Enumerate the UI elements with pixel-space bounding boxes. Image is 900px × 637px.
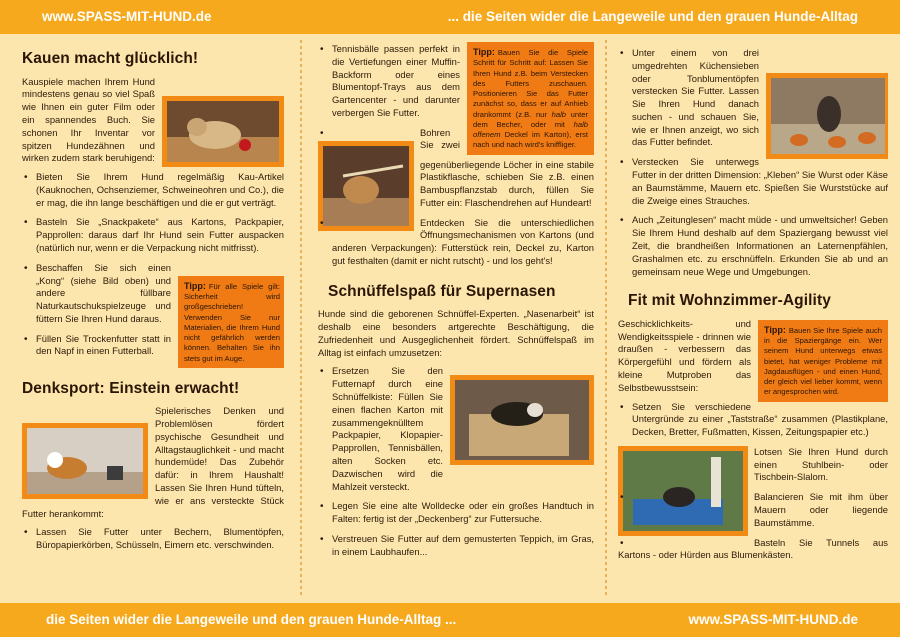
agility-intro: Geschicklichkeits- und Wendigkeitsspiele - drinnen wie draußen - verbessern das Körpergefühl und fördern als kleine Mutproben das Selbstbewusstsein: bbox=[618, 317, 751, 393]
list-item-text: Lotsen Sie Ihren Hund durch einen Stuhlbein- oder Tischbein-Slalom. bbox=[754, 445, 888, 483]
tip-text: Bauen Sie die Spiele Schritt für Schritt auf: Lassen Sie Ihren Hund z.B. beim Verstecken des Futters zuschauen. Positionieren Sie das Futter zunächst so, dass er auf Anhieb drankommt (z.B. nur bbox=[473, 48, 588, 119]
tip-text: Deckel im Karton), erst nach und nach wird's kniffliger. bbox=[473, 130, 588, 150]
header-website[interactable]: www.SPASS-MIT-HUND.de bbox=[42, 8, 212, 24]
column-middle bbox=[318, 38, 594, 600]
list-item: • Basteln Sie „Snackpakete“ aus Kartons, Packpapier, Papprollen: daraus darf Ihr Hund sein Futter auspacken (natürlich nur, wenn er die Verpackung nicht mitfrisst). bbox=[22, 216, 284, 254]
column-left bbox=[22, 38, 284, 600]
list-item: • Entdecken Sie die unterschiedlichen Öffnungsmechanismen von Kartons (und anderen Verpackungen): Futterstück rein, Deckel zu, Karton gut festhalten (damit er nicht rutscht) - und los geht's! bbox=[318, 217, 594, 268]
photo-beagle-cup bbox=[22, 423, 148, 499]
kauen-intro: Kauspiele machen Ihrem Hund mindestens genau so viel Spaß wie Ihnen ein guter Film oder ein spannendes Buch. Sie schonen Ihr Inventar vor spitzen Hundezähnen und wirken zudem stark beruhigend: bbox=[22, 75, 155, 164]
tip-label: Tipp: bbox=[473, 47, 495, 57]
column-divider bbox=[300, 40, 302, 598]
denksport-list-end bbox=[618, 47, 888, 278]
list-item: • Basteln Sie Tunnels aus Kartons - oder Hürden aus Blumenkästen. bbox=[618, 537, 888, 563]
list-item: • Tennisbälle passen perfekt in die Vertiefungen einer Muffin-Backform oder eines Blumentopf-Trays aus dem Gartencenter - und darunter verbergen Sie Futter. bbox=[318, 43, 594, 120]
photo-sniff-box bbox=[450, 375, 594, 465]
denksport-list bbox=[22, 526, 284, 552]
section-title-denksport: Denksport: Einstein erwacht! bbox=[22, 379, 240, 397]
tip-label: Tipp: bbox=[184, 280, 206, 291]
photo-dog-chewing bbox=[162, 96, 284, 167]
tip-emphasis: halb offenem bbox=[473, 119, 588, 139]
list-item bbox=[618, 446, 888, 484]
tip-text: Für alle Spiele gilt: Sicherheit wird großgeschrieben! Verwenden Sie nur Materialien, die Ihrem Hund nicht gefährlich werden können. Behalten Sie ihn stets gut im Auge. bbox=[184, 281, 280, 363]
list-item-text: Beschaffen Sie sich einen „Kong“ (siehe Bild oben) und andere füllbare Naturkautschukspielzeuge und füttern Sie Ihren Hund daraus. bbox=[36, 261, 171, 324]
list-item: • Auch „Zeitunglesen“ macht müde - und umweltsicher! Geben Sie Ihrem Hund deshalb auf dem Spaziergang bewusst viel Zeit, die brandheißen Informationen an Laternenpfählen, Grashalmen etc. zu erschnüffeln. Erkunden Sie ab und an gemeinsam neue Wege und Umgebungen. bbox=[618, 214, 888, 278]
footer-slogan: die Seiten wider die Langeweile und den grauen Hunde-Alltag ... bbox=[46, 611, 457, 627]
section-title-agility: Fit mit Wohnzimmer-Agility bbox=[628, 292, 831, 310]
list-item bbox=[618, 47, 888, 149]
section-title-kauen: Kauen macht glücklich! bbox=[22, 50, 199, 67]
list-item: • Setzen Sie verschiedene Untergründe zu einer „Taststraße“ zusammen (Plastikplane, Decken, Bretter, Fußmatten, Kissen, Zeitungspapier etc.) bbox=[618, 401, 888, 439]
schnueffel-list bbox=[318, 365, 594, 558]
list-item bbox=[318, 365, 594, 493]
list-item: • Bieten Sie Ihrem Hund regelmäßig Kau-Artikel (Kauknochen, Ochsenziemer, Schweineohren und Co.), die er mag, die ihn lange beschäftigen und die er gut verträgt. bbox=[22, 171, 284, 209]
list-item: • Verstreuen Sie Futter auf dem gemusterten Teppich, im Gras, in einem Laubhaufen... bbox=[318, 533, 594, 559]
header-slogan: ... die Seiten wider die Langeweile und den grauen Hunde-Alltag bbox=[447, 8, 858, 24]
list-item: • Verstecken Sie unterwegs Futter in der dritten Dimension: „Kleben“ Sie Wurst oder Käse an Baumstämme, Mauern etc. Spießen Sie Wurststücke auf die Zweige eines Strauches. bbox=[618, 156, 888, 207]
photo-flowerpots bbox=[766, 73, 888, 159]
header-band bbox=[0, 0, 900, 34]
footer-band bbox=[0, 603, 900, 637]
column-divider bbox=[605, 40, 607, 598]
tip-emphasis: halb bbox=[551, 109, 566, 119]
list-item-text: Unter einem von drei umgedrehten Küchensieben oder Tonblumentöpfen verstecken Sie Futter. Lassen Sie Ihren Hund danach suchen - und schauen Sie, wie er Ihnen anzeigt, wo sich das Futter befindet. bbox=[632, 47, 759, 148]
tip-text: Bauen Sie Ihre Spiele auch in die Spaziergänge ein. Wer seinem Hund unterwegs etwas bietet, hat weniger Probleme mit Jagdausflügen - und einen Hund, der gleich viel lieber kommt, wenn er angesprochen wird. bbox=[764, 325, 882, 397]
list-item-text: Ersetzen Sie den Futternapf durch eine Schnüffelkiste: Füllen Sie einen flachen Karton mit zusammengeknülltem Packpapier, Klopapier-Papprollen, Tennisbällen, alten Socken etc. Dazwischen wird die Mahlzeit versteckt. bbox=[332, 365, 443, 492]
list-item: • Balancieren Sie mit ihm über Mauern oder liegende Baumstämme. bbox=[618, 491, 888, 529]
column-right bbox=[618, 38, 888, 600]
agility-list bbox=[618, 401, 888, 563]
list-item: • Legen Sie eine alte Wolldecke oder ein großes Handtuch in Falten: fertig ist der „Deckenberg“ zur Futtersuche. bbox=[318, 500, 594, 526]
list-item: • Lassen Sie Futter unter Bechern, Blumentöpfen, Büropapierkörben, Schüsseln, Eimern etc. verschwinden. bbox=[22, 526, 284, 552]
footer-website[interactable]: www.SPASS-MIT-HUND.de bbox=[688, 611, 858, 627]
list-item-text: Bohren Sie zwei gegenüberliegende Löcher in eine stabile Plastikflasche, schieben Sie z.B. einen Bambuspflanzstab durch, füllen Sie Futter ein: Flaschendrehen auf Hundeart! bbox=[420, 126, 594, 208]
list-item bbox=[318, 127, 594, 210]
schnueffel-intro: Hunde sind die geborenen Schnüffel-Experten. „Nasenarbeit“ ist deshalb eine besonders artgerechte Beschäftigung, die Zufriedenheit und Ausgeglichenheit fördert. Schnüffelspaß im Alltag ist einfach umzusetzen: bbox=[318, 308, 594, 358]
tip-label: Tipp: bbox=[764, 324, 786, 335]
kauen-list bbox=[22, 171, 284, 363]
tip-box-walks bbox=[758, 320, 888, 402]
list-item: • Füllen Sie Trockenfutter statt in den Napf in einen Futterball. bbox=[22, 333, 284, 359]
tip-text: unter dem Becher, oder mit bbox=[473, 109, 588, 129]
denksport-intro: Spielerisches Denken und Problemlösen fördert psychische Gesundheit und Alltagstauglichkeit - und macht hundemüde! Das Zubehör dafür: in Ihrem Haushalt! Lassen Sie Ihren Hund tüfteln, wie er ans versteckte Stück Futter herankommt: bbox=[22, 405, 284, 519]
section-title-schnueffel: Schnüffelspaß für Supernasen bbox=[328, 282, 556, 300]
denksport-list-continued bbox=[318, 43, 594, 268]
